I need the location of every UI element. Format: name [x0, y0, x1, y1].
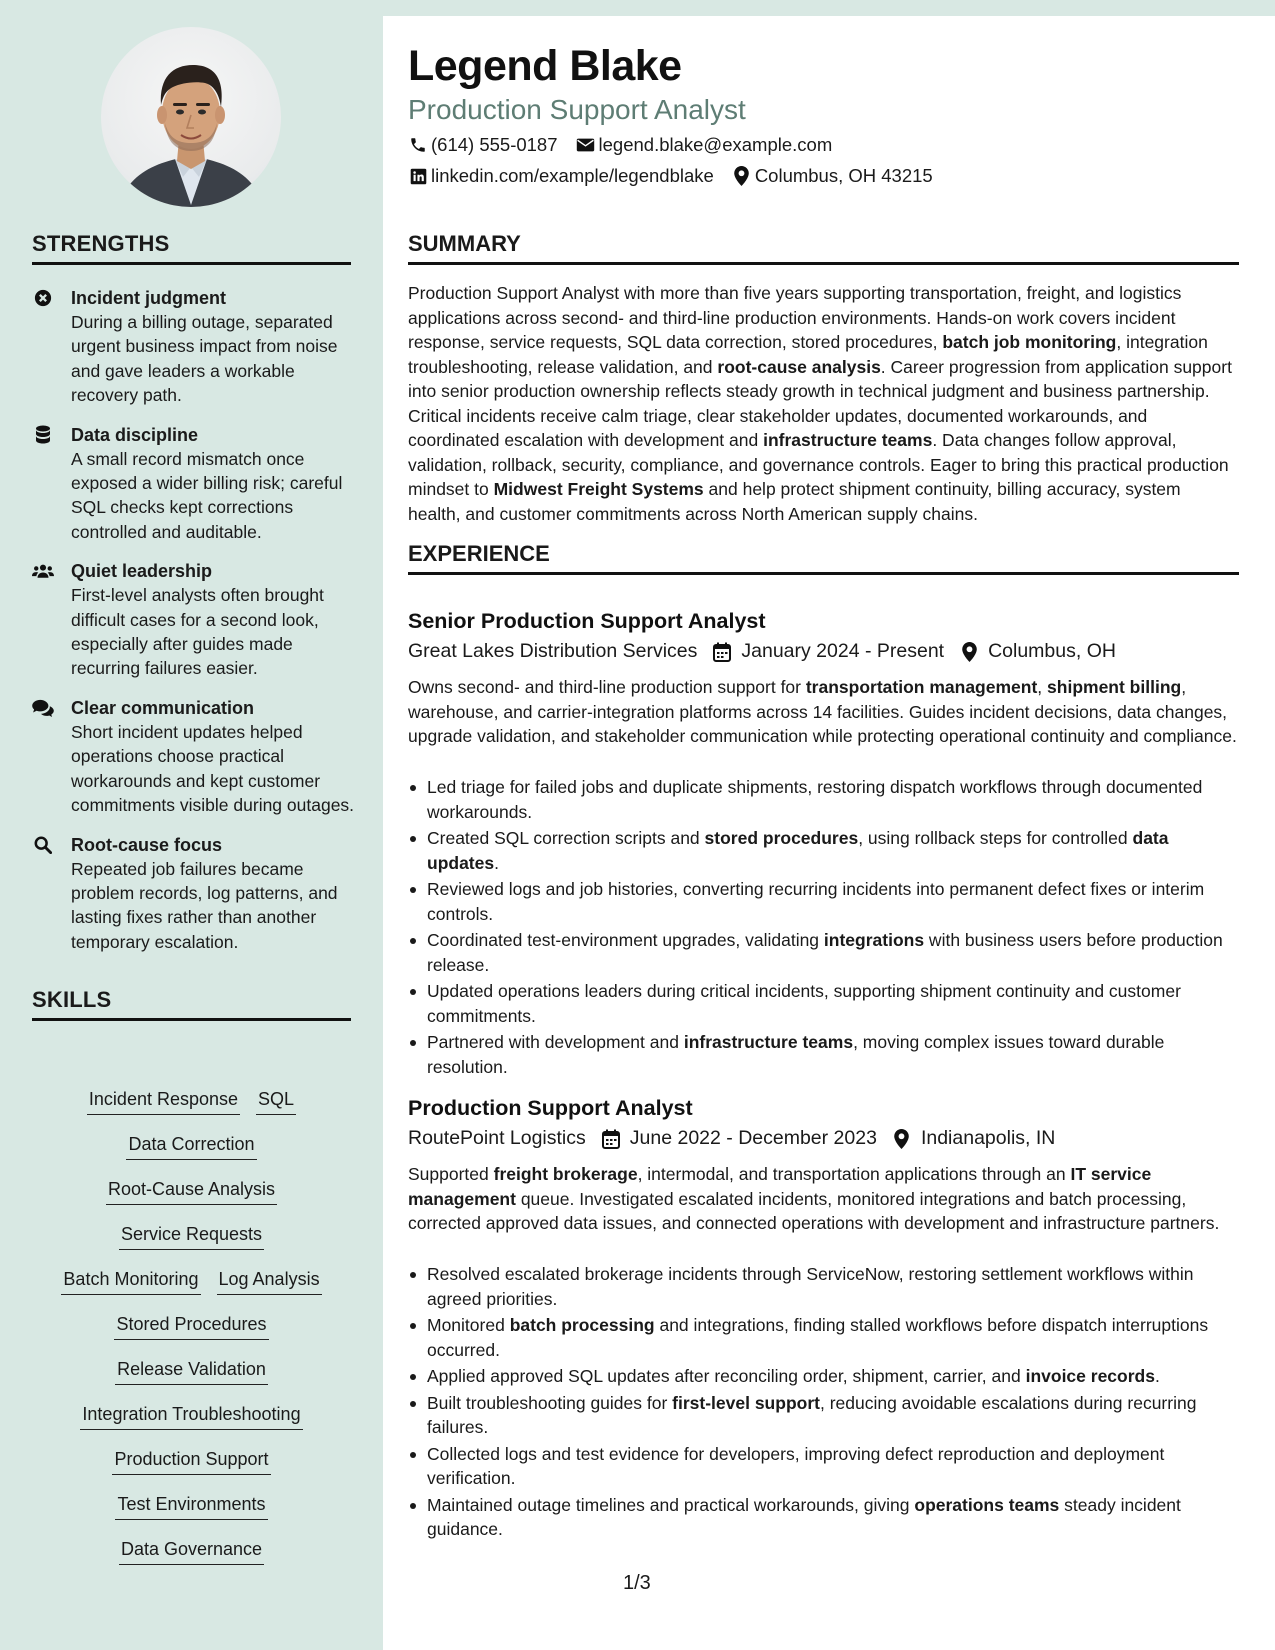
- summary-heading: SUMMARY: [408, 231, 1239, 265]
- strengths-heading: STRENGTHS: [32, 231, 351, 265]
- summary-text: [408, 281, 1238, 526]
- skill-row: [32, 1401, 351, 1446]
- text-run: Updated operations leaders during critical incidents, supporting shipment continuity and customer commitments.: [427, 981, 1181, 1026]
- skill-chip: Batch Monitoring: [61, 1266, 200, 1295]
- job-title-2: Production Support Analyst: [408, 1096, 693, 1120]
- strength-description: First-level analysts often brought difficult cases for a second look, especially after guides made recurring failures easier.: [71, 585, 324, 679]
- skill-row: [32, 1221, 351, 1266]
- strength-description: Repeated job failures became problem records, log patterns, and lasting fixes rather than another temporary escalation.: [71, 858, 338, 952]
- calendar-icon: [711, 641, 733, 663]
- skill-row: [32, 1536, 351, 1581]
- bold-text: first-level support: [672, 1392, 820, 1413]
- bold-text: freight brokerage: [493, 1164, 638, 1184]
- skill-chip: Service Requests: [119, 1221, 264, 1250]
- bold-text: batch job monitoring: [942, 332, 1117, 352]
- list-item: [408, 1030, 1238, 1079]
- skill-chip: Data Correction: [126, 1131, 256, 1160]
- list-item: [408, 775, 1238, 824]
- skill-row: [32, 1131, 351, 1176]
- contact-email: [576, 134, 833, 156]
- contact-linkedin: [408, 165, 714, 187]
- job-bullets-2: [408, 1262, 1238, 1544]
- strength-item: [32, 559, 362, 681]
- text-run: steady incident guidance.: [427, 1494, 1181, 1539]
- bold-text: Midwest Freight Systems: [493, 479, 704, 499]
- list-item: [408, 1262, 1238, 1311]
- text-run: queue. Investigated escalated incidents, monitored integrations and batch processing, corrected approved data issues, and connected operations with development and infrastructure partners.: [408, 1188, 1220, 1233]
- skill-chip: SQL: [256, 1086, 296, 1115]
- skills-list: [32, 1086, 351, 1581]
- text-run: Collected logs and test evidence for developers, improving defect reproduction and deployment verification.: [427, 1443, 1165, 1488]
- list-item: [408, 826, 1238, 875]
- job-location-2: Indianapolis, IN: [920, 1127, 1056, 1149]
- contact-phone: [408, 134, 558, 156]
- strength-title: Clear communication: [71, 697, 255, 718]
- skill-row: [32, 1311, 351, 1356]
- strength-item: [32, 833, 362, 955]
- text-run: ,: [1037, 677, 1048, 697]
- skills-heading: SKILLS: [32, 987, 351, 1021]
- text-run: , integration troubleshooting, release validation, and: [408, 332, 1208, 377]
- page-number: 1/3: [623, 1572, 651, 1594]
- bold-text: shipment billing: [1047, 677, 1182, 697]
- bold-text: infrastructure teams: [763, 430, 933, 450]
- text-run: Built troubleshooting guides for: [427, 1392, 673, 1413]
- strength-title: Incident judgment: [71, 288, 226, 308]
- bold-text: transportation management: [805, 677, 1038, 697]
- strength-description: A small record mismatch once exposed a wider billing risk; careful SQL checks kept corrections controlled and auditable.: [71, 448, 343, 542]
- candidate-title: Production Support Analyst: [408, 94, 746, 125]
- bold-text: infrastructure teams: [683, 1032, 854, 1052]
- text-run: Led triage for failed jobs and duplicate shipments, restoring dispatch workflows through documented workarounds.: [427, 777, 1203, 822]
- skill-row: [32, 1086, 351, 1131]
- contact-location: [732, 165, 933, 187]
- text-run: , using rollback steps for controlled: [858, 828, 1133, 848]
- text-run: and help protect shipment continuity, billing accuracy, system health, and customer commitments across North American supply chains.: [408, 479, 1181, 524]
- candidate-name: Legend Blake: [408, 42, 682, 90]
- strength-description: Short incident updates helped operations choose practical workarounds and kept customer commitments visible during outages.: [71, 721, 355, 816]
- map-pin-icon: [891, 1128, 913, 1150]
- skill-chip: Log Analysis: [217, 1266, 322, 1295]
- text-run: Monitored: [427, 1315, 510, 1335]
- job-company-2: RoutePoint Logistics: [408, 1127, 586, 1149]
- job-intro-2: [408, 1162, 1238, 1236]
- text-run: Maintained outage timelines and practical workarounds, giving: [427, 1494, 915, 1515]
- map-pin-icon: [958, 641, 980, 663]
- experience-heading: EXPERIENCE: [408, 541, 1239, 575]
- users-icon: [32, 560, 54, 582]
- job-dates-1: January 2024 - Present: [741, 640, 945, 662]
- linkedin-link[interactable]: linkedin.com/example/legendblake: [431, 165, 714, 186]
- skill-row: [32, 1176, 351, 1221]
- text-run: . Data changes follow approval, validation, rollback, security, compliance, and governance controls. Eager to bring this practical production mindset to: [408, 430, 1229, 499]
- text-run: Coordinated test-environment upgrades, validating: [427, 930, 824, 950]
- strength-title: Quiet leadership: [71, 561, 213, 582]
- calendar-icon: [600, 1128, 622, 1150]
- list-item: [408, 1442, 1238, 1491]
- envelope-icon: [576, 135, 596, 155]
- text-run: and integrations, finding stalled workflows before dispatch interruptions occurred.: [427, 1315, 1209, 1360]
- strengths-list: [32, 286, 362, 969]
- text-run: Production Support Analyst with more than five years supporting transportation, freight, and logistics applications across second- and third-line production environments. Hands-on work covers incident response, service requests, SQL data correction, stored procedures,: [408, 283, 1182, 352]
- list-item: [408, 979, 1238, 1028]
- strength-item: [32, 696, 362, 818]
- phone-icon: [408, 135, 428, 155]
- text-run: Partnered with development and: [427, 1032, 684, 1052]
- list-item: [408, 877, 1238, 926]
- skill-chip: Release Validation: [115, 1356, 268, 1385]
- comments-icon: [32, 697, 54, 719]
- strength-description: During a billing outage, separated urgent business impact from noise and gave leaders a workable recovery path.: [71, 312, 338, 406]
- email-link[interactable]: legend.blake@example.com: [598, 134, 833, 155]
- skill-chip: Root-Cause Analysis: [106, 1176, 277, 1205]
- skill-chip: Stored Procedures: [114, 1311, 268, 1340]
- text-run: , moving complex issues toward durable resolution.: [427, 1032, 1165, 1077]
- bold-text: integrations: [823, 930, 925, 950]
- database-icon: [32, 424, 54, 446]
- skill-row: [32, 1356, 351, 1401]
- job-location-1: Columbus, OH: [988, 640, 1116, 662]
- location-text: Columbus, OH 43215: [754, 165, 933, 186]
- skill-chip: Integration Troubleshooting: [80, 1401, 302, 1430]
- profile-photo: [101, 27, 281, 207]
- list-item: [408, 1364, 1238, 1389]
- text-run: Resolved escalated brokerage incidents through ServiceNow, restoring settlement workflows within agreed priorities.: [427, 1264, 1194, 1309]
- skill-chip: Production Support: [112, 1446, 270, 1475]
- list-item: [408, 1391, 1238, 1440]
- skill-row: [32, 1491, 351, 1536]
- job-intro-1: [408, 675, 1238, 749]
- job-meta-1: [408, 640, 1130, 663]
- bold-text: data updates: [427, 828, 1169, 873]
- job-bullets-1: [408, 775, 1238, 1081]
- strength-item: [32, 286, 362, 408]
- bold-text: batch processing: [509, 1315, 655, 1335]
- skill-chip: Incident Response: [87, 1086, 240, 1115]
- list-item: [408, 1313, 1238, 1362]
- search-icon: [32, 834, 54, 856]
- job-dates-2: June 2022 - December 2023: [629, 1127, 877, 1149]
- text-run: Supported: [408, 1164, 494, 1184]
- map-pin-icon: [732, 166, 752, 186]
- bold-text: IT service management: [408, 1164, 1152, 1209]
- text-run: Reviewed logs and job histories, converting recurring incidents into permanent defect fixes or interim controls.: [427, 879, 1205, 924]
- text-run: , reducing avoidable escalations during recurring failures.: [427, 1392, 1197, 1437]
- text-run: , intermodal, and transportation applications through an: [637, 1164, 1071, 1184]
- strength-item: [32, 423, 362, 545]
- x-circle-icon: [32, 287, 54, 309]
- contact-line-2: [408, 165, 951, 187]
- list-item: [408, 1493, 1238, 1542]
- bold-text: operations teams: [914, 1494, 1060, 1515]
- skill-row: [32, 1446, 351, 1491]
- bold-text: root-cause analysis: [717, 356, 881, 377]
- strength-title: Data discipline: [71, 424, 199, 445]
- job-meta-2: [408, 1127, 1069, 1150]
- text-run: with business users before production release.: [427, 930, 1223, 975]
- skill-row: [32, 1266, 351, 1311]
- list-item: [408, 928, 1238, 977]
- job-company-1: Great Lakes Distribution Services: [408, 640, 698, 662]
- job-title-1: Senior Production Support Analyst: [408, 609, 766, 633]
- strength-title: Root-cause focus: [71, 834, 223, 855]
- contact-line-1: [408, 134, 850, 156]
- text-run: .: [1154, 1366, 1160, 1386]
- bold-text: stored procedures: [704, 828, 859, 848]
- phone-text[interactable]: (614) 555-0187: [431, 134, 558, 155]
- skill-chip: Test Environments: [115, 1491, 267, 1520]
- text-run: Owns second- and third-line production support for: [408, 677, 806, 697]
- text-run: . Career progression from application support into senior production ownership reflects steady growth in technical judgment and business partnership. Critical incidents receive calm triage, clear stakeholder updates, documented workarounds, and coordinated escalation with development and: [408, 356, 1232, 450]
- text-run: Applied approved SQL updates after reconciling order, shipment, carrier, and: [427, 1366, 1026, 1386]
- linkedin-icon: [408, 166, 428, 186]
- skill-chip: Data Governance: [119, 1536, 264, 1565]
- text-run: , warehouse, and carrier-integration platforms across 14 facilities. Guides incident decisions, data changes, upgrade validation, and stakeholder communication while protecting operational continuity and compliance.: [408, 677, 1237, 746]
- text-run: .: [494, 852, 499, 873]
- bold-text: invoice records: [1025, 1366, 1155, 1386]
- text-run: Created SQL correction scripts and: [427, 828, 705, 848]
